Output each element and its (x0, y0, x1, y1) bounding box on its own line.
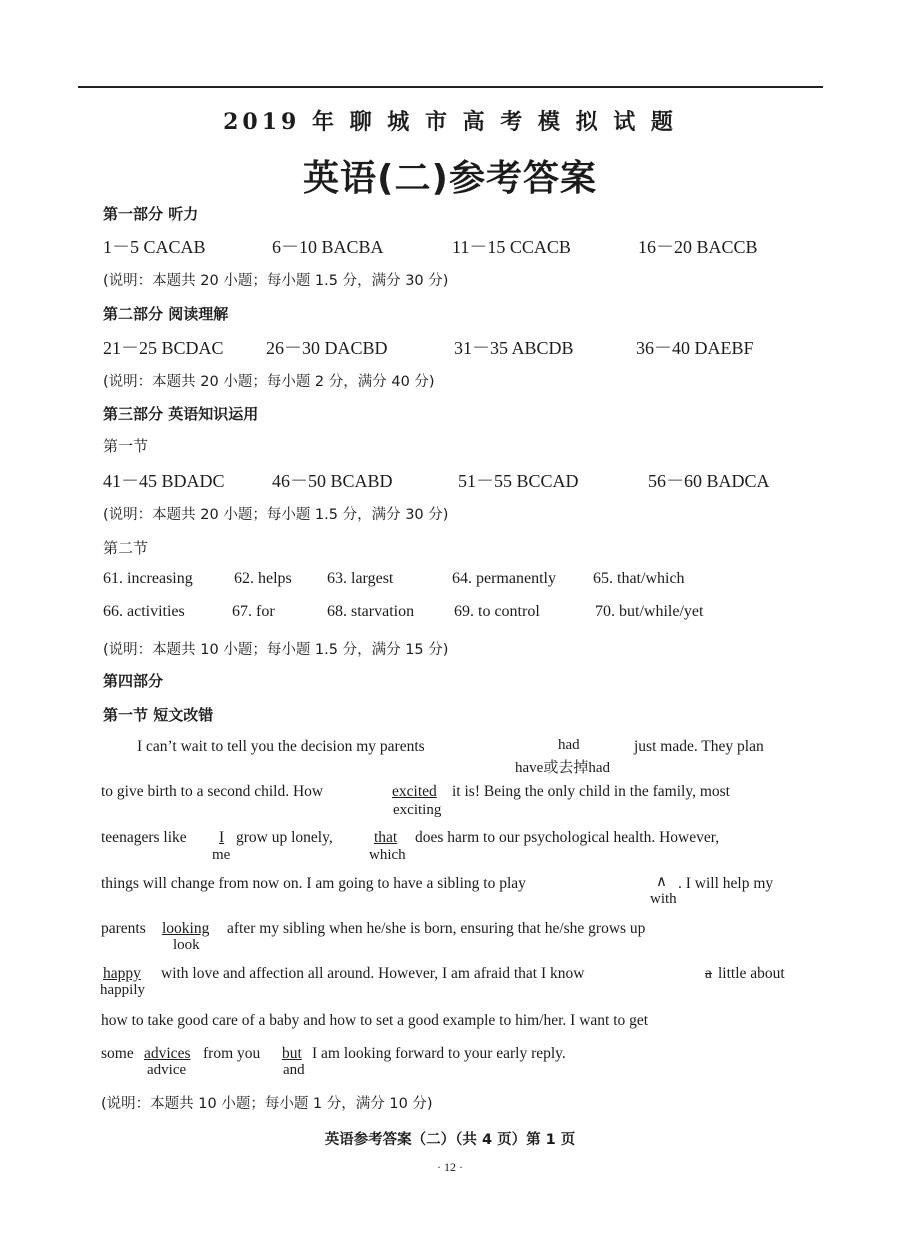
fill-answer: 69. to control (454, 603, 540, 620)
fill-answer: 66. activities (103, 603, 185, 620)
error-mark: but (282, 1045, 302, 1062)
passage-text: . I will help my (678, 875, 774, 892)
correction: and (283, 1062, 305, 1078)
passage-text: grow up lonely, (236, 829, 333, 846)
passage-text: some (101, 1045, 134, 1062)
fill-answer: 63. largest (327, 570, 394, 587)
answer-group: 56－60 BADCA (648, 471, 770, 491)
passage-text: after my sibling when he/she is born, ensuring that he/she grows up (227, 920, 646, 937)
fill-answer: 65. that/which (593, 570, 685, 587)
answer-group: 6－10 BACBA (272, 237, 384, 257)
passage-text: does harm to our psychological health. However, (415, 829, 720, 846)
answer-group: 1－5 CACAB (103, 237, 206, 257)
fill-answer: 70. but/while/yet (595, 603, 704, 620)
correction: with (650, 891, 677, 907)
page-footer: 英语参考答案（二）（共 4 页）第 1 页 (324, 1132, 576, 1148)
deleted-word: a (705, 965, 712, 982)
fill-answer: 68. starvation (327, 603, 415, 620)
answer-group: 21－25 BCDAC (103, 338, 224, 358)
answer-group: 16－20 BACCB (638, 237, 758, 257)
passage-text: little about (718, 965, 785, 982)
answer-group: 46－50 BCABD (272, 471, 393, 491)
passage-text: how to take good care of a baby and how to set a good example to him/her. I want to get (101, 1012, 649, 1029)
fill-answer: 64. permanently (452, 570, 556, 587)
correction: which (369, 847, 406, 863)
insert-caret: ∧ (656, 874, 667, 890)
answer-group: 41－45 BDADC (103, 471, 225, 491)
part2-note: (说明：本题共 20 小题；每小题 2 分，满分 40 分) (103, 374, 435, 390)
error-mark: I (219, 829, 225, 846)
correction: advice (147, 1062, 187, 1078)
error-mark: that (374, 829, 398, 846)
passage-text: it is! Being the only child in the family, most (452, 783, 730, 800)
passage-text: I am looking forward to your early reply. (312, 1045, 566, 1062)
answer-group: 11－15 CCACB (452, 237, 571, 257)
part3-heading: 第三部分 英语知识运用 (103, 405, 259, 423)
error-mark: advices (144, 1045, 191, 1062)
part4-note: (说明：本题共 10 小题；每小题 1 分，满分 10 分) (101, 1096, 433, 1112)
passage-text: from you (203, 1045, 261, 1062)
answer-group: 51－55 BCCAD (458, 471, 579, 491)
fill-answer: 62. helps (234, 570, 292, 587)
part3-section1-heading: 第一节 (103, 437, 149, 455)
answer-group: 26－30 DACBD (266, 338, 388, 358)
correction: happily (100, 982, 145, 998)
part3-section2-note: (说明：本题共 10 小题；每小题 1.5 分，满分 15 分) (103, 642, 449, 658)
passage-text: things will change from now on. I am going to have a sibling to play (101, 875, 526, 892)
fill-answer: 61. increasing (103, 570, 193, 587)
error-mark: excited (392, 783, 437, 800)
passage-text: parents (101, 920, 146, 937)
passage-text: teenagers like (101, 829, 187, 846)
top-rule (78, 86, 823, 88)
error-mark: looking (162, 920, 210, 937)
answer-group: 36－40 DAEBF (636, 338, 754, 358)
passage-text: with love and affection all around. However, I am afraid that I know (161, 965, 585, 982)
part4-section1-heading: 第一节 短文改错 (103, 706, 214, 724)
passage-text: just made. They plan (634, 738, 764, 755)
part3-section1-note: (说明：本题共 20 小题；每小题 1.5 分，满分 30 分) (103, 507, 449, 523)
part3-section2-heading: 第二节 (103, 539, 149, 557)
part2-heading: 第二部分 阅读理解 (103, 305, 229, 323)
part1-note: (说明：本题共 20 小题；每小题 1.5 分，满分 30 分) (103, 273, 449, 289)
answer-group: 31－35 ABCDB (454, 338, 574, 358)
correction: have或去掉had (515, 760, 610, 776)
error-mark: happy (103, 965, 141, 982)
answer-key-title: 英语(二)参考答案 (303, 158, 597, 199)
page-number: · 12 · (437, 1160, 463, 1174)
correction: exciting (393, 802, 442, 818)
part1-heading: 第一部分 听力 (103, 205, 199, 223)
passage-text: I can’t wait to tell you the decision my parents (137, 738, 425, 755)
fill-answer: 67. for (232, 603, 275, 620)
correction: me (212, 847, 231, 863)
passage-text: to give birth to a second child. How (101, 783, 324, 800)
error-mark: had (558, 737, 580, 753)
correction: look (173, 937, 200, 953)
exam-title: 2019 年 聊 城 市 高 考 模 拟 试 题 (223, 109, 677, 135)
part4-heading: 第四部分 (103, 672, 164, 690)
